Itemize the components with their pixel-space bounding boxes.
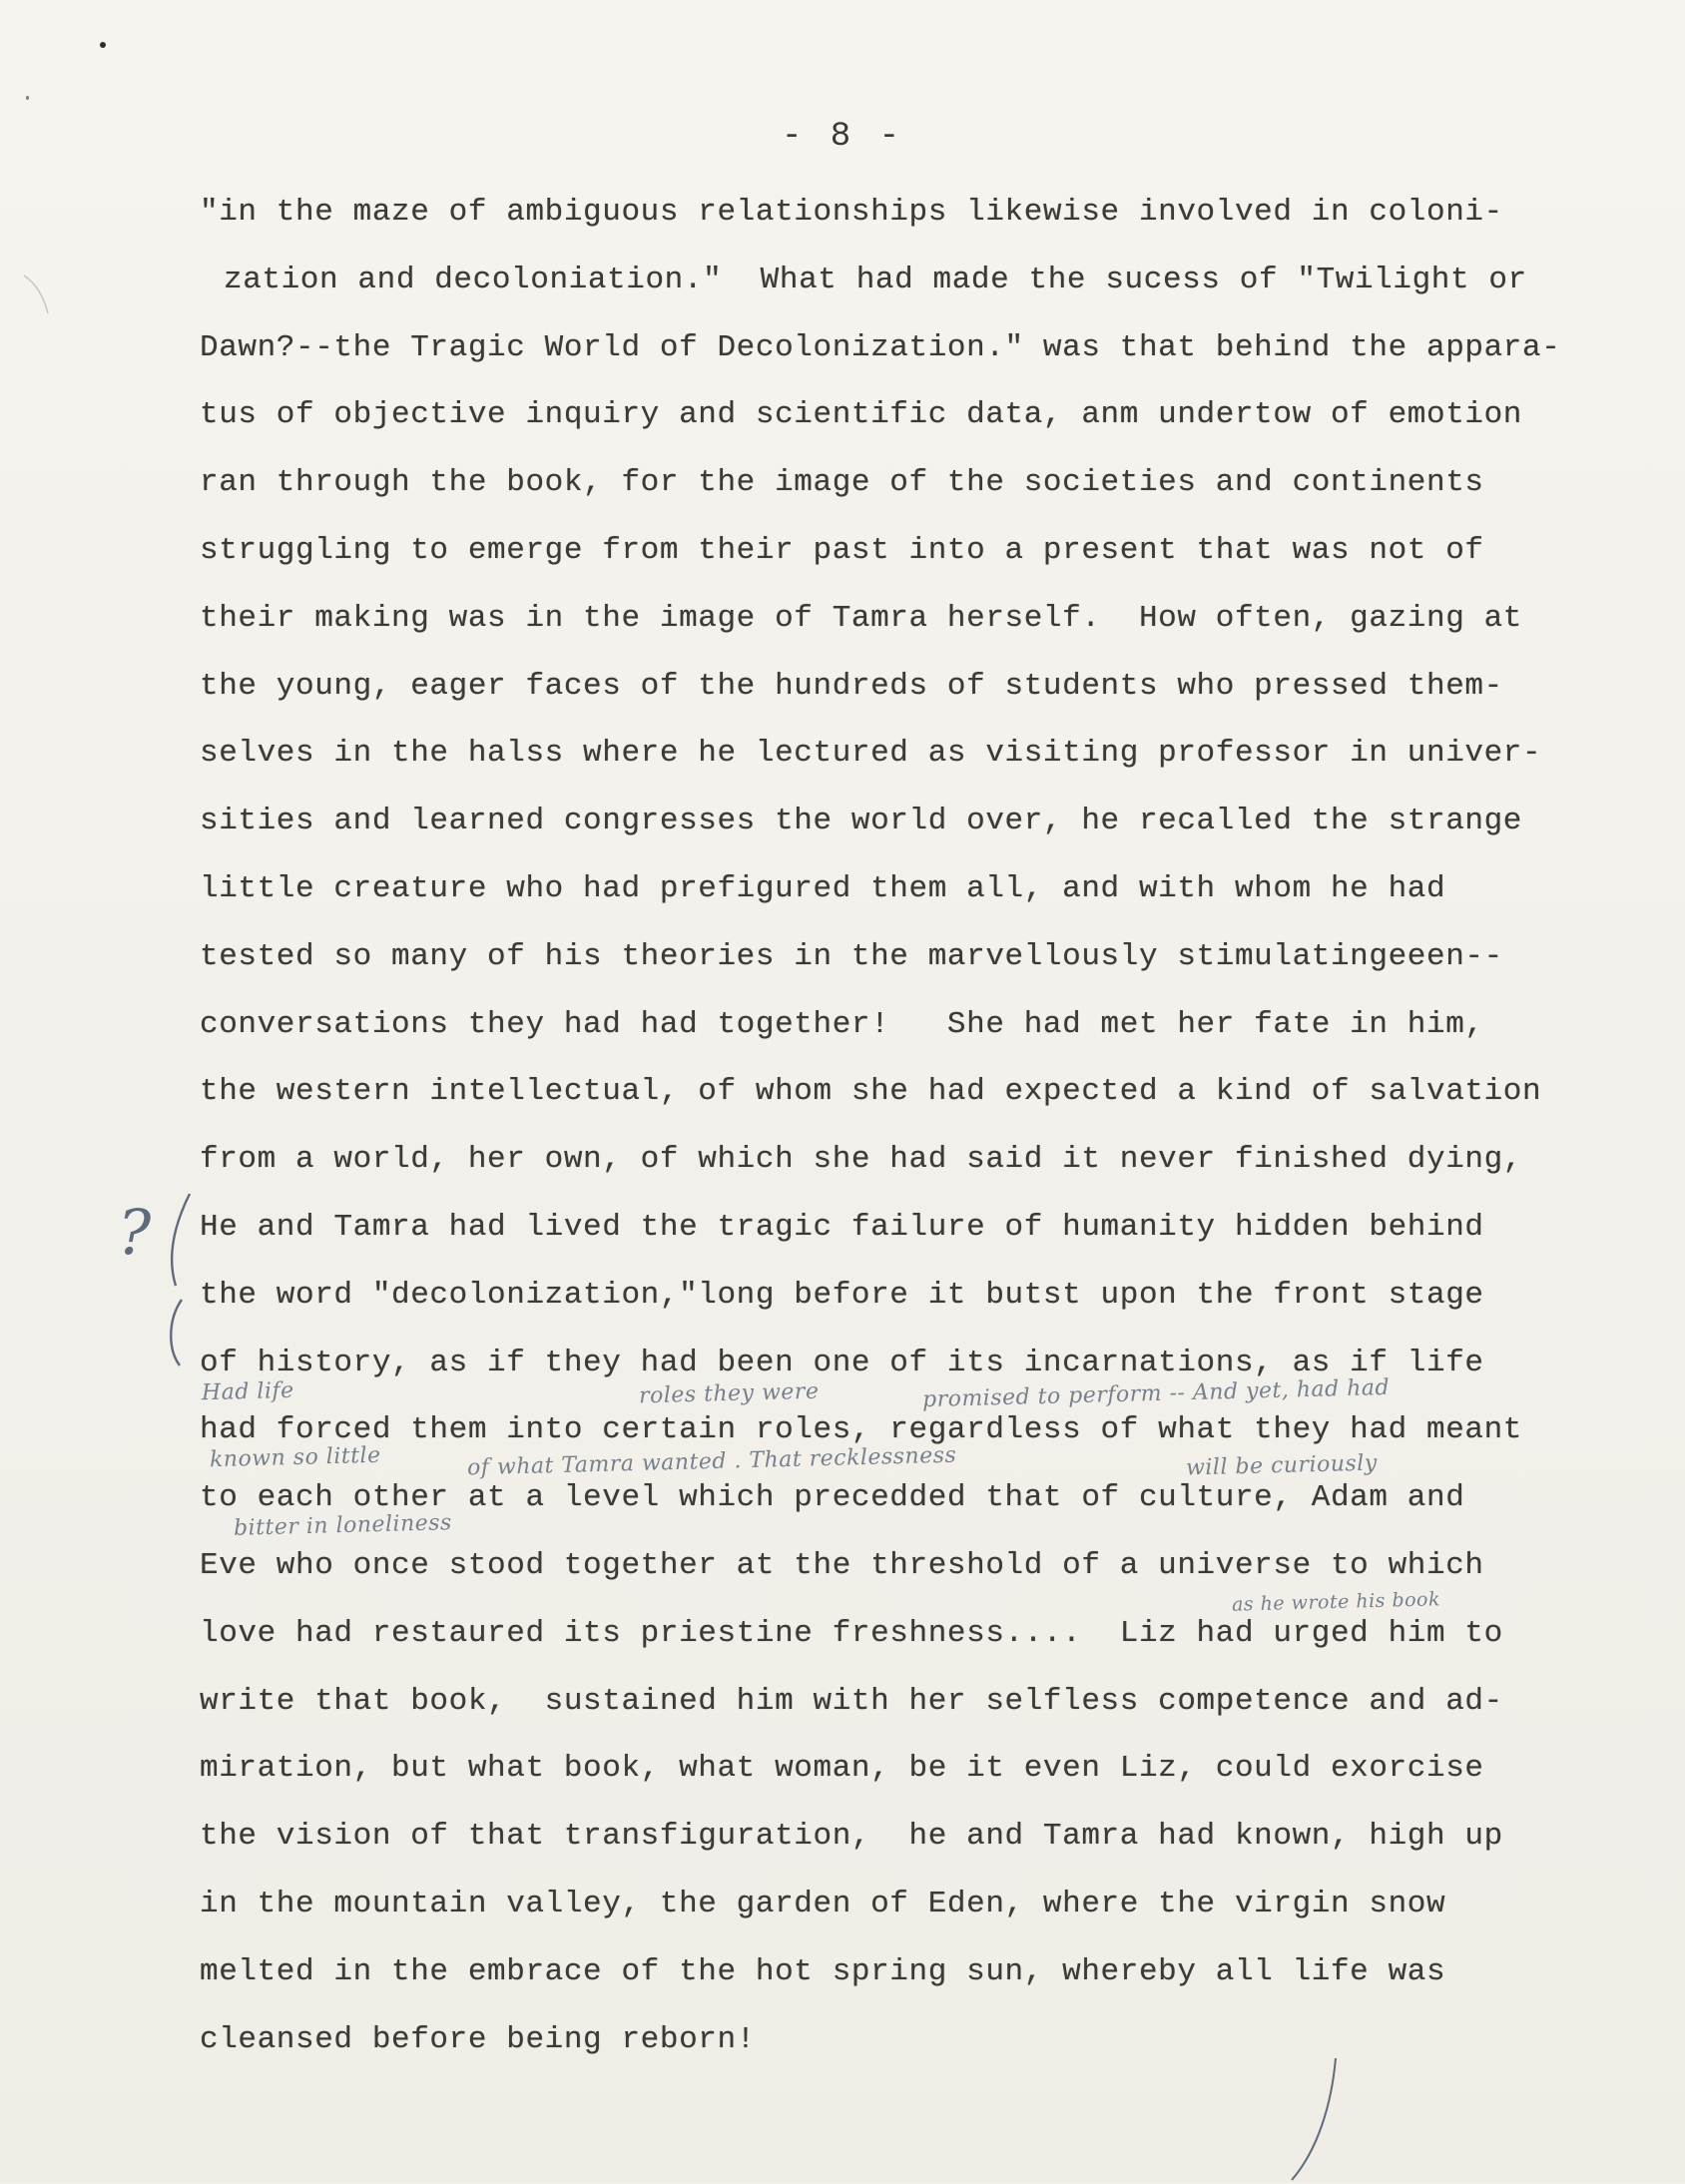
text-line: of history, as if they had been one of its incarnations, as if life xyxy=(200,1345,1484,1380)
text-line: "in the maze of ambiguous relationships likewise involved in coloni- xyxy=(200,195,1503,230)
text-line: tus of objective inquiry and scientific data, anm undertow of emotion xyxy=(200,397,1523,433)
margin-bracket-icon xyxy=(150,1190,200,1369)
margin-question-mark: ? xyxy=(118,1196,152,1269)
text-line: love had restaured its priestine freshness.... Liz had urged him to xyxy=(200,1615,1503,1651)
text-line: Eve who once stood together at the threshold of a universe to which xyxy=(200,1547,1484,1583)
text-line: He and Tamra had lived the tragic failure of humanity hidden behind xyxy=(200,1209,1484,1245)
page-number: - 8 - xyxy=(781,118,904,156)
handwritten-annotation: roles they were xyxy=(638,1378,820,1409)
handwritten-annotation: promised to perform -- And yet, had had xyxy=(921,1374,1391,1413)
handwritten-annotation: known so little xyxy=(209,1442,381,1473)
text-line: melted in the embrace of the hot spring sun, whereby all life was xyxy=(200,1953,1446,1989)
text-line: sities and learned congresses the world over, he recalled the strange xyxy=(200,804,1523,839)
handwritten-annotation: as he wrote his book xyxy=(1231,1588,1441,1616)
text-line: little creature who had prefigured them all, and with whom he had xyxy=(200,870,1446,906)
speck xyxy=(26,96,29,100)
text-line: had forced them into certain roles, regardless of what they had meant xyxy=(200,1412,1523,1448)
text-line: tested so many of his theories in the marvellously stimulatingeeen-- xyxy=(200,938,1503,974)
text-line: the word "decolonization,"long before it butst upon the front stage xyxy=(200,1277,1484,1313)
text-line: Dawn?--the Tragic World of Decolonization." was that behind the appara- xyxy=(200,329,1561,365)
text-line: conversations they had had together! She had met her fate in him, xyxy=(200,1006,1484,1042)
text-line: cleansed before being reborn! xyxy=(200,2021,756,2057)
text-line: in the mountain valley, the garden of Eden, where the virgin snow xyxy=(200,1886,1446,1921)
handwritten-annotation: Had life xyxy=(201,1377,294,1406)
pen-stroke-icon xyxy=(1288,2054,1348,2184)
text-line: selves in the halss where he lectured as visiting professor in univer- xyxy=(200,736,1542,772)
handwritten-annotation: of what Tamra wanted . That recklessness xyxy=(466,1442,957,1481)
typed-text-body xyxy=(200,188,1617,2082)
handwritten-annotation: bitter in loneliness xyxy=(233,1510,453,1541)
text-line: their making was in the image of Tamra herself. How often, gazing at xyxy=(200,600,1523,636)
text-line: to each other at a level which precedded that of culture, Adam and xyxy=(200,1480,1465,1516)
paper-edge-mark-icon xyxy=(20,270,60,319)
text-line: the vision of that transfiguration, he and Tamra had known, high up xyxy=(200,1819,1503,1855)
text-line: miration, but what book, what woman, be it even Liz, could exorcise xyxy=(200,1751,1484,1787)
text-line: ran through the book, for the image of the societies and continents xyxy=(200,465,1484,501)
text-line: from a world, her own, of which she had said it never finished dying, xyxy=(200,1142,1523,1178)
text-line: the young, eager faces of the hundreds of students who pressed them- xyxy=(200,668,1503,704)
text-line: struggling to emerge from their past into a present that was not of xyxy=(200,532,1484,568)
text-line: the western intellectual, of whom she had expected a kind of salvation xyxy=(200,1074,1542,1110)
text-line: write that book, sustained him with her selfless competence and ad- xyxy=(200,1683,1503,1719)
speck xyxy=(100,42,106,48)
text-line: zation and decoloniation." What had made the sucess of "Twilight or xyxy=(224,262,1527,297)
handwritten-annotation: will be curiously xyxy=(1185,1450,1379,1481)
